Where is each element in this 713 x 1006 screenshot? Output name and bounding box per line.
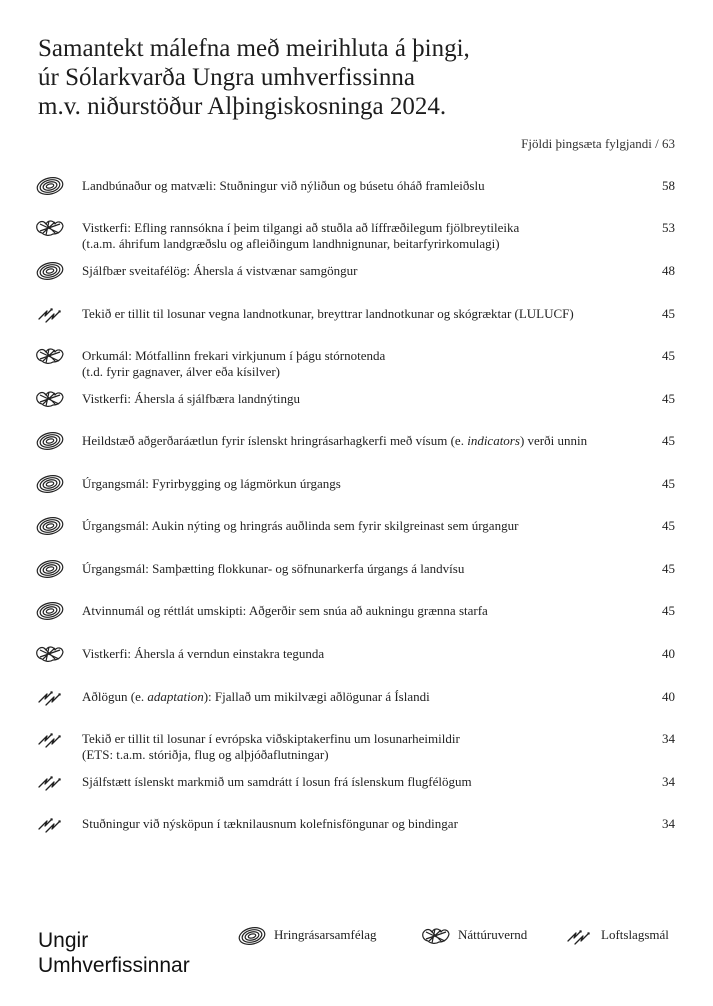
issue-text bbox=[82, 306, 647, 322]
issue-text bbox=[82, 178, 647, 194]
issue-text-line-2: (t.a.m. áhrifum landgræðslu og afleiðingum landhnignunar, beitarfyrirkomulagi) bbox=[82, 236, 500, 251]
issue-text-line-1: Úrgangsmál: Fyrirbygging og lágmörkun úrgangs bbox=[82, 476, 341, 491]
issue-text bbox=[82, 816, 647, 832]
issue-text-line-1: Sjálfstætt íslenskt markmið um samdrátt í losun frá íslenskum flugfélögum bbox=[82, 774, 472, 789]
legend-label: Náttúruvernd bbox=[458, 927, 528, 942]
circular-economy-icon bbox=[35, 559, 65, 579]
title-line-3: m.v. niðurstöður Alþingiskosninga 2024. bbox=[38, 93, 447, 120]
issue-text bbox=[82, 476, 647, 492]
issue-text-emphasis: adaptation bbox=[147, 689, 204, 704]
seat-count: 45 bbox=[662, 518, 675, 533]
issue-text-line-1: Tekið er tillit til losunar í evrópska viðskiptakerfinu um losunarheimildir bbox=[82, 731, 460, 746]
circular-economy-icon bbox=[35, 261, 65, 281]
climate-icon bbox=[563, 926, 595, 946]
seat-count: 40 bbox=[662, 689, 675, 704]
nature-conservation-icon bbox=[35, 346, 65, 366]
seat-count: 48 bbox=[662, 263, 675, 278]
seat-count: 40 bbox=[662, 646, 675, 661]
issue-text bbox=[82, 561, 647, 577]
seat-count: 34 bbox=[662, 816, 675, 831]
issue-text bbox=[82, 646, 647, 662]
issue-text-line-1: Atvinnumál og réttlát umskipti: Aðgerðir sem snúa að aukningu grænna starfa bbox=[82, 603, 488, 618]
issue-text-line-1: Tekið er tillit til losunar vegna landnotkunar, breyttrar landnotkunar og skógræktar (LULUCF) bbox=[82, 306, 574, 321]
issue-text bbox=[82, 731, 647, 763]
issue-text-line-1 bbox=[82, 433, 647, 449]
logo-line-2: Umhverfissinnar bbox=[38, 954, 190, 977]
seat-count: 34 bbox=[662, 774, 675, 789]
circular-economy-icon bbox=[35, 431, 65, 451]
nature-conservation-icon bbox=[35, 218, 65, 238]
seat-count: 45 bbox=[662, 476, 675, 491]
issue-text-line-2: (t.d. fyrir gagnaver, álver eða kísilver) bbox=[82, 364, 281, 379]
issue-text-line-1: Úrgangsmál: Aukin nýting og hringrás auðlinda sem fyrir skilgreinast sem úrgangur bbox=[82, 518, 519, 533]
logo-line-1: Ungir bbox=[38, 929, 89, 952]
issue-text-line-1 bbox=[82, 689, 647, 705]
climate-icon bbox=[35, 729, 65, 749]
legend-label: Hringrásarsamfélag bbox=[274, 927, 377, 942]
issue-text-line-1: Vistkerfi: Efling rannsókna í þeim tilgangi að stuðla að líffræðilegum fjölbreytileika bbox=[82, 220, 520, 235]
seat-count: 58 bbox=[662, 178, 675, 193]
circular-economy-icon bbox=[35, 601, 65, 621]
issue-text bbox=[82, 518, 647, 534]
seat-count: 34 bbox=[662, 731, 675, 746]
issue-text-line-1: Vistkerfi: Áhersla á verndun einstakra tegunda bbox=[82, 646, 325, 661]
issue-text-line-1: Sjálfbær sveitafélög: Áhersla á vistvænar samgöngur bbox=[82, 263, 358, 278]
seat-count-header: Fjöldi þingsæta fylgjandi / 63 bbox=[521, 136, 675, 151]
issue-text bbox=[82, 263, 647, 279]
logo bbox=[38, 928, 190, 978]
title-line-1: Samantekt málefna með meirihluta á þingi, bbox=[38, 35, 470, 62]
climate-icon bbox=[35, 814, 65, 834]
circular-economy-icon bbox=[35, 176, 65, 196]
issue-text-segment: ): Fjallað um mikilvægi aðlögunar á Íslandi bbox=[203, 689, 430, 704]
issue-text-segment: Aðlögun (e. bbox=[82, 689, 148, 704]
seat-count: 45 bbox=[662, 306, 675, 321]
issue-text-line-1: Stuðningur við nýsköpun í tæknilausnum kolefnisföngunar og bindingar bbox=[82, 816, 458, 831]
issue-text-line-1: Orkumál: Mótfallinn frekari virkjunum í þágu stórnotenda bbox=[82, 348, 386, 363]
issue-text-line-1: Úrgangsmál: Samþætting flokkunar- og söfnunarkerfa úrgangs á landvísu bbox=[82, 561, 465, 576]
issue-text-line-1: Vistkerfi: Áhersla á sjálfbæra landnýtingu bbox=[82, 391, 300, 406]
issue-text-line-2: (ETS: t.a.m. stóriðja, flug og alþjóðaflutningar) bbox=[82, 747, 329, 762]
circular-economy-icon bbox=[236, 926, 268, 946]
issue-text bbox=[82, 391, 647, 407]
seat-count: 45 bbox=[662, 561, 675, 576]
seat-count: 45 bbox=[662, 391, 675, 406]
issue-text-segment: Heildstæð aðgerðaráætlun fyrir íslenskt hringrásarhagkerfi með vísum (e. bbox=[82, 433, 468, 448]
issue-text bbox=[82, 689, 647, 705]
nature-conservation-icon bbox=[35, 389, 65, 409]
climate-icon bbox=[35, 772, 65, 792]
nature-conservation-icon bbox=[420, 926, 452, 946]
issue-text bbox=[82, 603, 647, 619]
page-title bbox=[38, 34, 678, 121]
issue-text-line-1: Landbúnaður og matvæli: Stuðningur við nýliðun og búsetu óháð framleiðslu bbox=[82, 178, 485, 193]
nature-conservation-icon bbox=[35, 644, 65, 664]
issue-text bbox=[82, 220, 647, 252]
title-line-2: úr Sólarkvarða Ungra umhverfissinna bbox=[38, 64, 415, 91]
issue-text-segment: ) verði unnin bbox=[519, 433, 588, 448]
seat-count: 45 bbox=[662, 348, 675, 363]
climate-icon bbox=[35, 304, 65, 324]
circular-economy-icon bbox=[35, 516, 65, 536]
issue-text bbox=[82, 433, 647, 449]
issue-text bbox=[82, 774, 647, 790]
legend-label: Loftslagsmál bbox=[601, 927, 669, 942]
seat-count: 45 bbox=[662, 433, 675, 448]
seat-count: 53 bbox=[662, 220, 675, 235]
issue-text bbox=[82, 348, 647, 380]
climate-icon bbox=[35, 687, 65, 707]
circular-economy-icon bbox=[35, 474, 65, 494]
issue-text-emphasis: indicators bbox=[467, 433, 520, 448]
seat-count: 45 bbox=[662, 603, 675, 618]
